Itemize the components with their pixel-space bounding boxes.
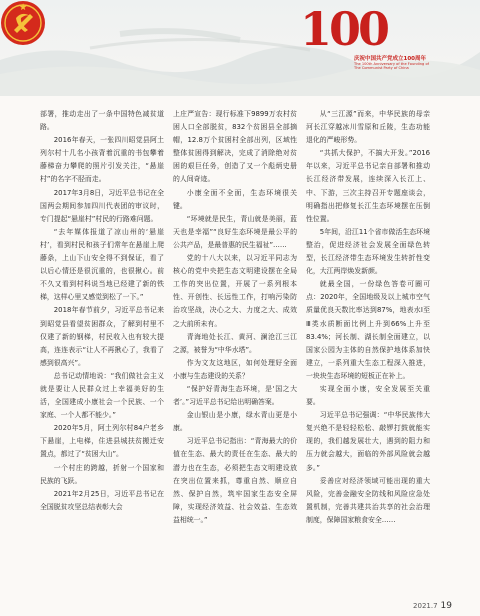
paragraph: 妥善应对经济领域可能出现的重大风险，完善金融安全防线和风险应急处置机制，完善共建共治共享的社会治理制度，保障国家粮食安全……	[306, 476, 430, 524]
paragraph: 总书记动情地说：“我们做社会主义就是要让人民群众过上幸福美好的生活，全国建成小康社会一个民族、一个家庭、一个人都不能少。”	[40, 371, 164, 420]
article-column-3	[306, 108, 430, 568]
paragraph: 5年间，沿江11个省市做活生态环境整治，促进经济社会发展全面绿色转型，长江经济带生态环境发生转折性变化，大江两岸焕发新颜。	[306, 227, 430, 276]
paragraph: 习近平总书记强调：“中华民族伟大复兴绝不是轻轻松松、敲锣打鼓就能实现的，我们越发展壮大，遇到的阻力和压力就会越大，面临的外部风险就会越多。”	[306, 411, 430, 472]
centennial-title-cn: 庆祝中国共产党成立100周年	[354, 56, 426, 62]
paragraph: 实现全面小康，安全发展至关重要。	[306, 384, 430, 407]
article-column-1	[40, 108, 164, 568]
centennial-number: 100	[300, 2, 388, 56]
paragraph: 一个村庄的跨越，折射一个国家和民族的飞跃。	[40, 463, 164, 485]
paragraph: 从“三江源”而来，中华民族的母亲河长江穿越冰川雪原和丘陵，生态功能退化的严峻形势。	[306, 110, 430, 145]
centennial-title-en: The 100th Anniversary of the Founding of The Communist Party of China	[354, 62, 429, 71]
paragraph: 2017年3月8日，习近平总书记在全国两会期间参加四川代表团的审议时，专门提起“悬崖村”村民的行路难问题。	[40, 188, 164, 223]
paragraph: 就最全国，一份绿色答卷可圈可点：2020年，全国地级及以上城市空气质量优良天数比率达到87%，地表水Ⅰ至Ⅲ类水质断面比例上升到66%上升至83.4%；河长制、湖长制全面建立，以国家公园为主体的自然保护地体系加快建立，一系列重大生态工程深入推进，一块块生态环境的短板正在补上。	[306, 280, 430, 380]
page-number: 19	[440, 601, 452, 611]
party-emblem-icon	[0, 0, 46, 46]
paragraph: 2020年5月，阿土列尔村84户老乡下悬崖，上电梯，住进县城扶贫搬迁安置点，都过了“贫困大山”。	[40, 424, 164, 459]
paragraph: “共抓大保护，不搞大开发。”2016年以来，习近平总书记亲自部署和推动长江经济带发展，连续深入长江上、中、下游，三次主持召开专题座谈会，明确指出把修复长江生态环境摆在压倒性位置。	[306, 149, 430, 223]
issue-date: 2021.7	[413, 602, 438, 610]
paragraph: 2021年2月25日，习近平总书记在全国脱贫攻坚总结表彰大会	[40, 489, 164, 511]
paragraph: 党的十八大以来，以习近平同志为核心的党中央把生态文明建设摆在全局工作的突出位置，开展了一系列根本性、开创性、长远性工作，打响污染防治攻坚战，决心之大、力度之大、成效之大前所未有。	[173, 254, 297, 328]
article-column-2	[173, 108, 297, 568]
paragraph: 青海地处长江、黄河、澜沧江三江之源，被誉为“中华水塔”。	[173, 332, 297, 354]
paragraph: 作为文友这地区，如何处理好全面小康与生态建设的关系？	[173, 358, 297, 380]
paragraph: “去年媒体报道了凉山州的‘悬崖村’，看到村民和孩子们常年在悬崖上爬藤条，上山下山安全得不到保证，看了以后心情还是很沉重的，也很揪心。前不久又看到村科说当地已经建了新的铁梯，这样心里又感觉到松了一下。”	[40, 227, 164, 302]
paragraph: 部署，推动走出了一条中国特色减贫道路。	[40, 110, 164, 132]
banner-graphic	[0, 0, 480, 96]
paragraph: 小康全面不全面，生态环境很关键。	[173, 188, 297, 210]
paragraph: 习近平总书记指出：“青海最大的价值在生态、最大的责任在生态、最大的潜力也在生态，必须把生态文明建设放在突出位置来抓，尊重自然、顺应自然、保护自然，筑牢国家生态安全屏障，实现经济效益、社会效益、生态效益相统一。”	[173, 437, 297, 524]
paragraph: 上庄严宣告：现行标准下9899万农村贫困人口全部脱贫，832个贫困县全部摘帽，12.8万个贫困村全部出列，区域性整体贫困得到解决，完成了消除绝对贫困的艰巨任务，创造了又一个彪炳史册的人间奇迹。	[173, 110, 297, 184]
top-banner	[0, 0, 480, 96]
page-footer	[413, 601, 452, 611]
paragraph: “环境就是民生，青山就是美丽，蓝天也是幸福”“良好生态环境是最公平的公共产品，是最普惠的民生福祉”……	[173, 214, 297, 249]
paragraph: “保护好青海生态环境，是‘国之大者’。”习近平总书记给出明确答案。	[173, 384, 297, 407]
paragraph: 2018年春节前夕，习近平总书记来到昭觉县看望贫困群众，了解到村里不仅建了新的钢梯，村民收入也有较大提高，连连表示“让人不再揪心了，我看了感到很高兴”。	[40, 306, 164, 367]
paragraph: 金山银山是小康，绿水青山更是小康。	[173, 411, 297, 433]
paragraph: 2016年春天，一张四川昭觉县阿土列尔村十几名小孩背着沉重的书包攀着藤梯奋力攀爬的照片引发关注，“悬崖村”的名字不胫而走。	[40, 136, 164, 184]
